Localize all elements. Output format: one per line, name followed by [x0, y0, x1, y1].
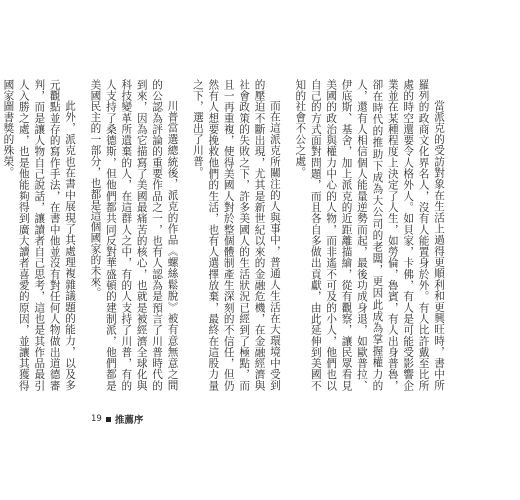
paragraph-3: 川普當選總統後，派克的作品《螺絲鬆脫》被有意無意之間的公認為評論的重要作品之一，也有人認為是預言了川普時代的到來，因為它描寫了美國最痛苦的核心，也就是被經濟全球化與科技變革所遺棄的人，在這群人之中，有的人支持了川普，有的人支持了桑德斯，但他們都共同反對華盛頓的建制派，他們都是美國民主的一部分，也都是這個國家的未來。	[89, 79, 179, 391]
section-label: 推薦序	[114, 415, 144, 426]
paragraph-4: 此外，派克也在書中展現了其處理複雜議題的能力，以及多元觀點並存的寫作手法，在書中他並沒有對任何人物做出道德審判，而是讓人物自己說話，讓讀者自己思考，這也是其作品最引人入勝之處，也是他能夠得到廣大讀者喜愛的原因，並讓其獲得國家圖書獎的殊榮。	[2, 79, 77, 391]
page-number: 19	[91, 414, 102, 424]
page-footer	[91, 412, 143, 426]
square-bullet-icon	[106, 417, 111, 422]
body-text	[2, 79, 446, 391]
paragraph-1: 當派克的受訪對象在生活上過得更順利和更興旺時，書中所羅列的政商文化界名人，沒有人能置身於外。有人比許戴至比所處的時空還要令人格外人。如貝家，卡佛，有人是可能受影響企業並在某種程度上決定了人生，如勞倫，魯賓，有人出身普魯，卻在時代的推助下成為大公司的老闆，更因此成為掌握權力的人，還有人相信個人能量逆勢而起，最後功成身退，如歐普拉、伊底斯、基舍，加上派克的近距離描繪，從有觀察，讓民眾看見美國的政治與權力中心的人物，而非遙不可及的小人，他們也以自己的方式面對問題，而且各自多做出貢獻，由此延伸到美國不知的社會不公之處。	[294, 79, 445, 391]
paragraph-2: 而在這派克所關注的人與事中，普通人生活在大環境中受到的壓迫不斷出現，尤其是新世紀以來的金融危機，在金融經濟與社會政策的失敗之下，許多美國人的生活狀況已經到了極點，而且一再重複，使得美國人對於整個體制產生深刻的不信任，但仍然有人想要挽救他們的生活，也有人選擇放棄，最終在這股力量之下，選出了川普。	[191, 79, 281, 391]
